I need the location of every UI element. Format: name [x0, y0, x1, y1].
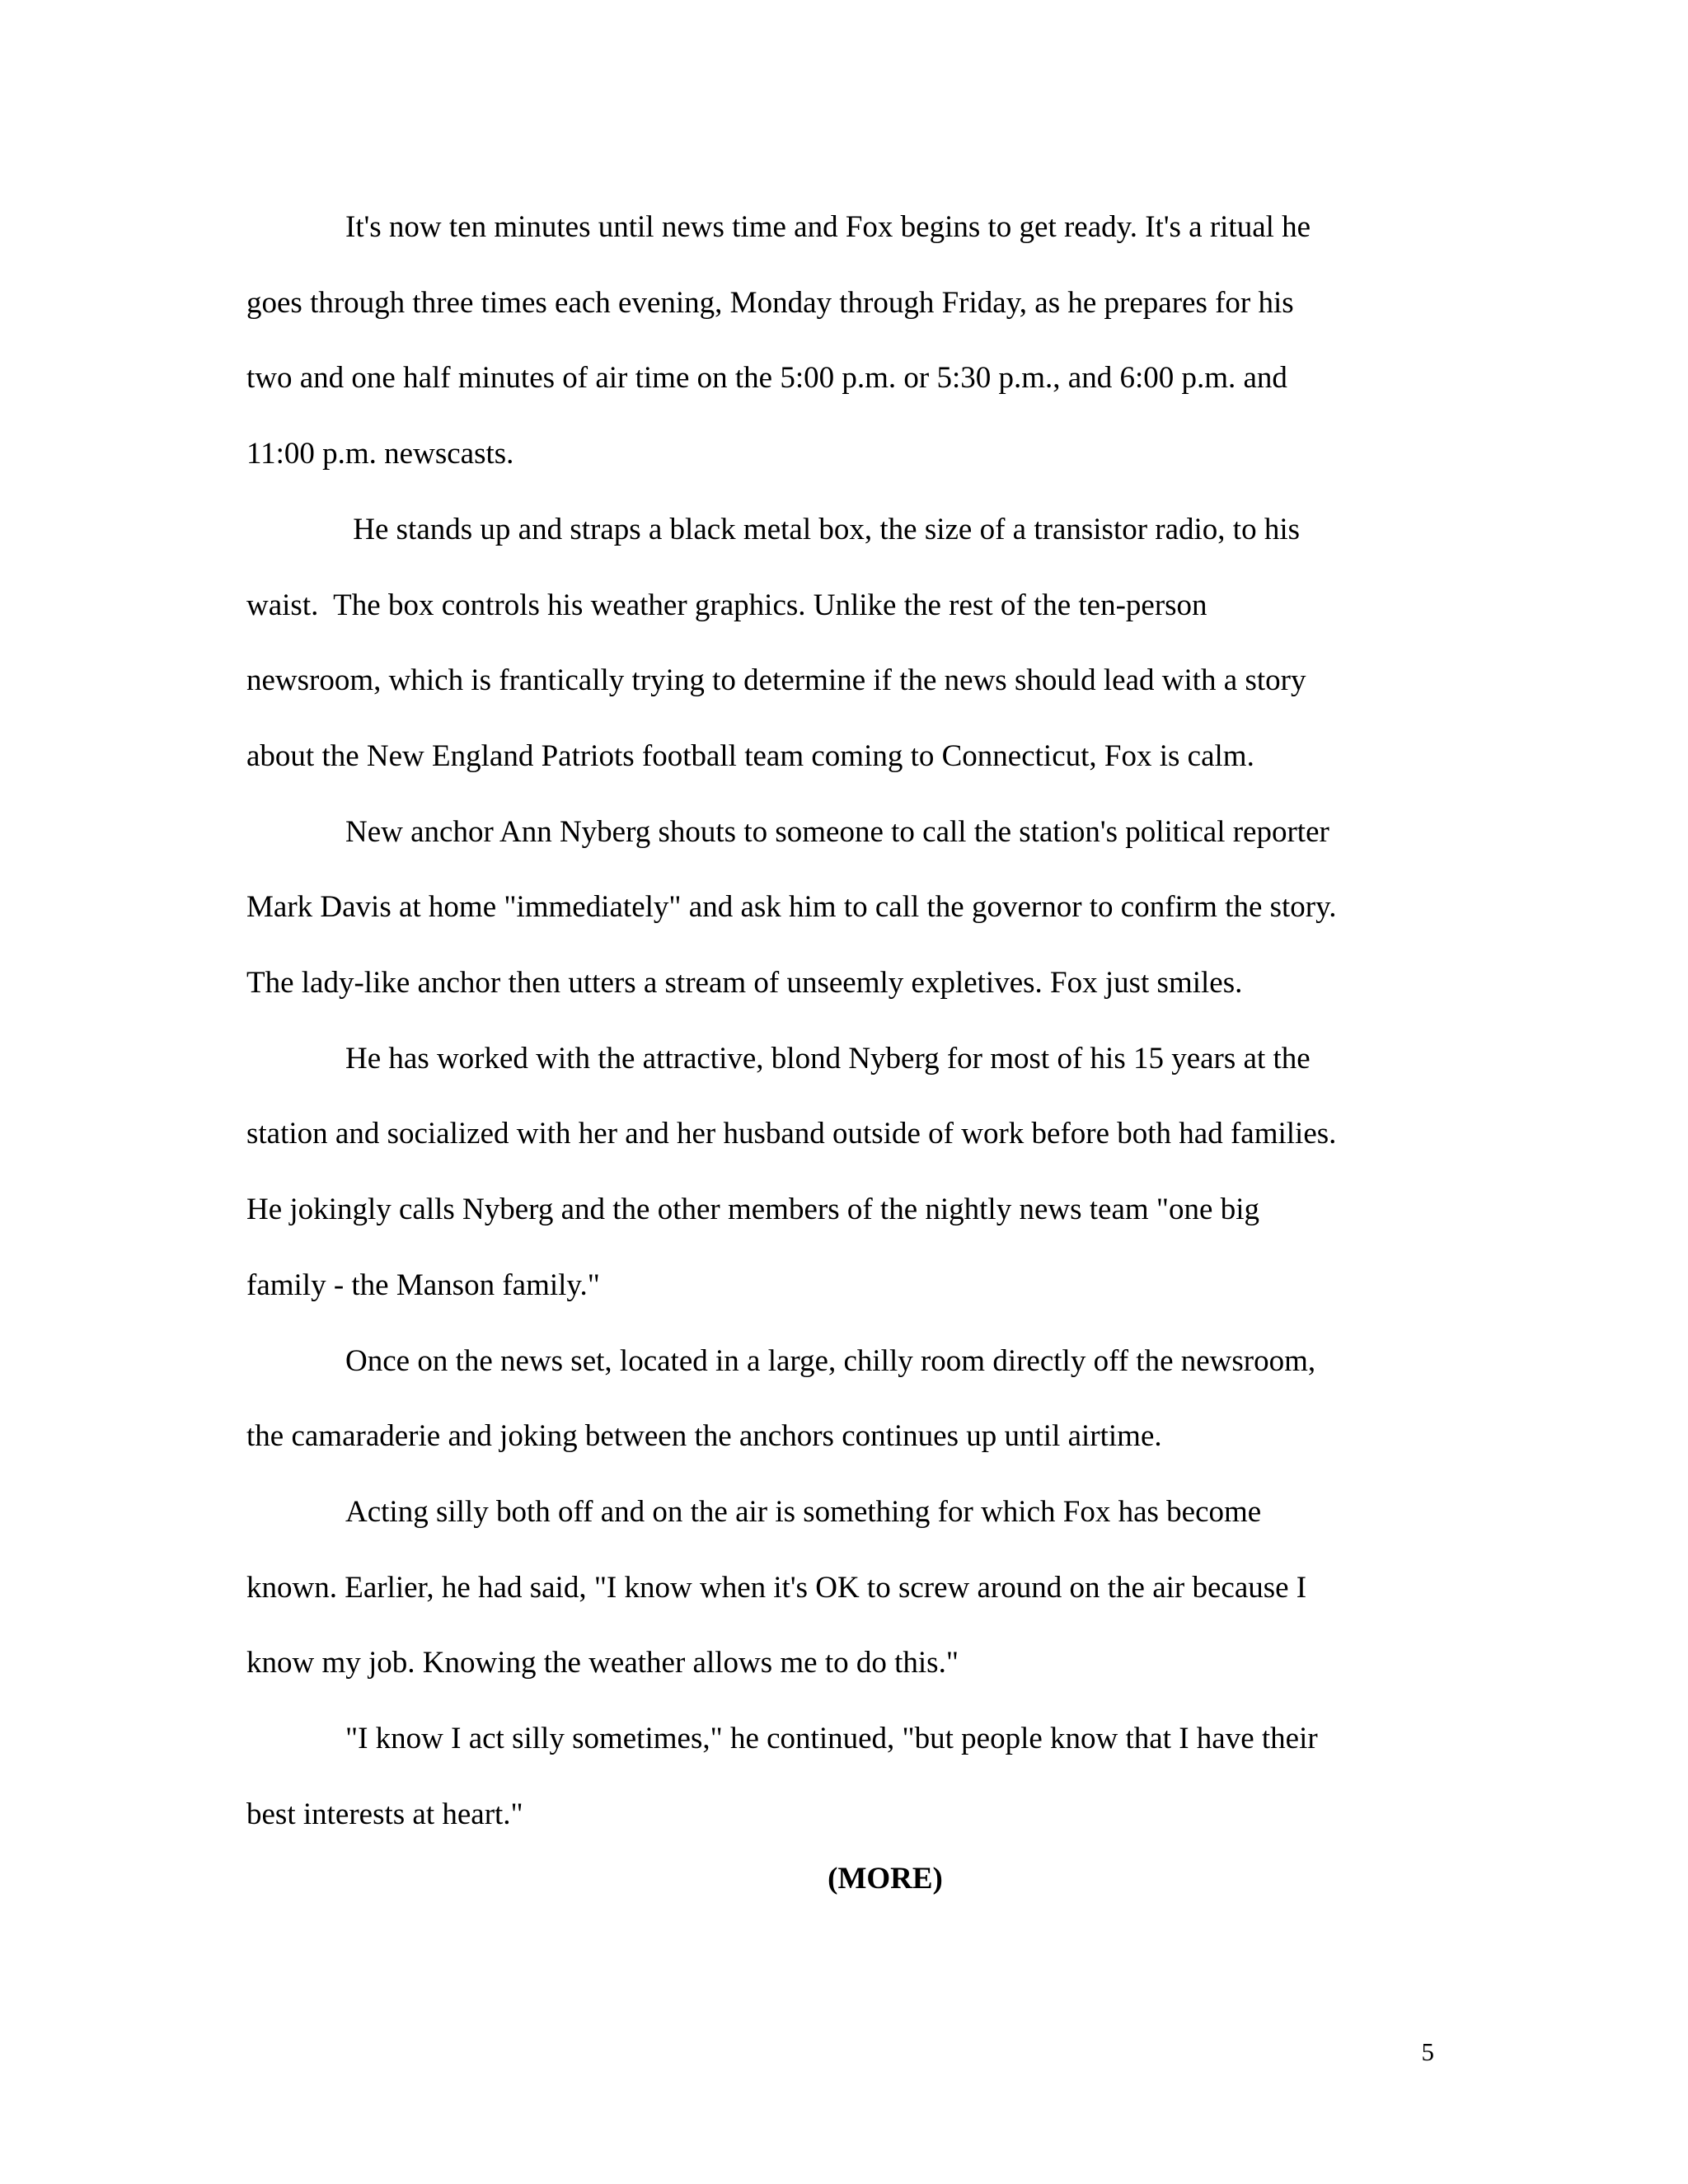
text-line: Once on the news set, located in a large, chilly room directly off the newsroom, [345, 1343, 1316, 1378]
text-line: Mark Davis at home "immediately" and ask him to call the governor to confirm the story. [246, 890, 1337, 925]
text-line: best interests at heart." [246, 1797, 523, 1831]
more-marker: (MORE) [828, 1862, 943, 1896]
text-line: the camaraderie and joking between the anchors continues up until airtime. [246, 1419, 1162, 1454]
text-line: "I know I act silly sometimes," he continued, "but people know that I have their [345, 1722, 1318, 1756]
text-line: Acting silly both off and on the air is something for which Fox has become [345, 1494, 1262, 1529]
paragraph [246, 190, 1442, 492]
paragraph [246, 1474, 1442, 1701]
paragraph [246, 1701, 1442, 1852]
text-line: He stands up and straps a black metal box, the size of a transistor radio, to his [345, 512, 1301, 546]
text-line: about the New England Patriots football team coming to Connecticut, Fox is calm. [246, 738, 1254, 773]
document-body [246, 190, 1442, 1852]
text-line: known. Earlier, he had said, "I know when it's OK to screw around on the air because I [246, 1570, 1307, 1605]
text-line: It's now ten minutes until news time and Fox begins to get ready. It's a ritual he [345, 210, 1311, 244]
text-line: goes through three times each evening, Monday through Friday, as he prepares for his [246, 285, 1294, 320]
paragraph [246, 1021, 1442, 1324]
page-number: 5 [1421, 2037, 1434, 2066]
text-line: He has worked with the attractive, blond Nyberg for most of his 15 years at the [345, 1041, 1311, 1076]
text-line: newsroom, which is frantically trying to determine if the news should lead with a story [246, 663, 1306, 698]
text-line: family - the Manson family." [246, 1268, 600, 1302]
text-line: waist. The box controls his weather graphics. Unlike the rest of the ten-person [246, 588, 1207, 622]
text-line: 11:00 p.m. newscasts. [246, 437, 514, 471]
text-line: The lady-like anchor then utters a stream of unseemly expletives. Fox just smiles. [246, 966, 1243, 1001]
paragraph [246, 1324, 1442, 1474]
text-line: station and socialized with her and her husband outside of work before both had families. [246, 1117, 1337, 1151]
text-line: New anchor Ann Nyberg shouts to someone to call the station's political reporter [345, 814, 1329, 849]
paragraph [246, 492, 1442, 794]
text-line: two and one half minutes of air time on the 5:00 p.m. or 5:30 p.m., and 6:00 p.m. and [246, 361, 1287, 396]
paragraph [246, 794, 1442, 1021]
text-line: He jokingly calls Nyberg and the other members of the nightly news team "one big [246, 1193, 1259, 1227]
text-line: know my job. Knowing the weather allows me to do this." [246, 1646, 959, 1680]
